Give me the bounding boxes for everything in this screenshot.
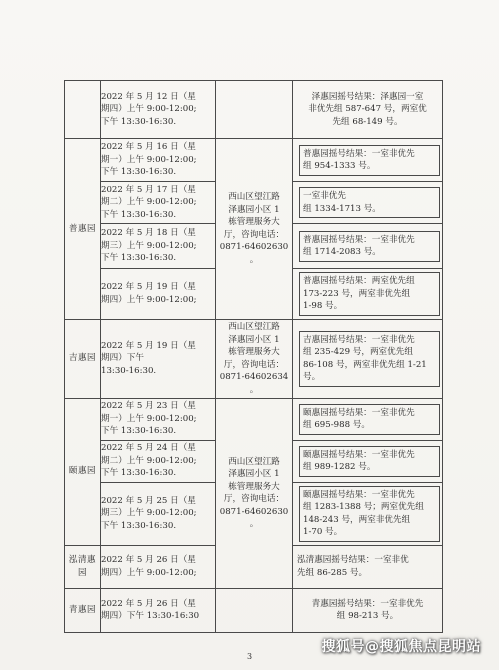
location-cell: 西山区望江路 泽惠园小区 1 栋管理服务大 厅，咨询电话： 0871-64602630 。 (216, 139, 293, 320)
result-cell: 吉惠园摇号结果：一室非优先 组 235-429 号，两室优先组 86-108 号，两室非优先组 1-21 号。 (293, 319, 443, 398)
result-cell: 青惠园摇号结果：一室非优先 组 98-213 号。 (293, 588, 443, 632)
table-row (65, 588, 443, 632)
date-cell: 2022 年 5 月 18 日（星 期三）上午 9:00-12:00; 下午 13:30-16:30. (101, 224, 216, 269)
location-cell: 西山区望江路 泽惠园小区 1 栋管理服务大 厅，咨询电话： 0871-64602634 。 (216, 319, 293, 398)
result-cell: 泽惠园摇号结果：泽惠园一室 非优先组 587-647 号，两室优 先组 68-149 号。 (293, 81, 443, 139)
estate-name-cell: 泓清惠 园 (65, 545, 101, 588)
date-cell: 2022 年 5 月 24 日（星 期二）上午 9:00-12:00; 下午 13:30-16:30. (101, 440, 216, 482)
source-watermark: 搜狐号@搜狐焦点昆明站 (321, 639, 481, 655)
date-cell: 2022 年 5 月 19 日（星 期四）上午 9:00-12:00; (101, 269, 216, 320)
table-row (65, 81, 443, 139)
result-cell: 颐惠园摇号结果：一室非优先 组 1283-1388 号；两室优先组 148-243 号，两室非优先组 1-70 号。 (293, 482, 443, 545)
date-cell: 2022 年 5 月 19 日（星 期四）下午 13:30-16:30. (101, 319, 216, 398)
date-cell: 2022 年 5 月 23 日（星 期一）上午 9:00-12:00; 下午 13:30-16:30. (101, 398, 216, 440)
result-cell: 泓清惠园摇号结果：一室非优 先组 86-285 号。 (293, 545, 443, 588)
result-cell: 颐惠园摇号结果：一室非优先 组 695-988 号。 (293, 398, 443, 440)
date-cell: 2022 年 5 月 12 日（星 期四）上午 9:00-12:00; 下午 13:30-16:30. (101, 81, 216, 139)
lottery-schedule-table (64, 80, 443, 633)
table-row (65, 319, 443, 398)
location-cell: 西山区望江路 泽惠园小区 1 栋管理服务大 厅，咨询电话： 0871-64602630 。 (216, 398, 293, 588)
date-cell: 2022 年 5 月 16 日（星 期一）上午 9:00-12:00; 下午 13:30-16:30. (101, 139, 216, 182)
estate-name-cell: 青惠园 (65, 588, 101, 632)
date-cell: 2022 年 5 月 26 日（星 期四）上午 9:00-12:00; (101, 545, 216, 588)
estate-name-cell: 吉惠园 (65, 319, 101, 398)
estate-name-cell (65, 81, 101, 139)
result-cell: 普惠园摇号结果：一室非优先 组 1714-2083 号。 (293, 224, 443, 269)
estate-name-cell: 普惠园 (65, 139, 101, 320)
estate-name-cell: 颐惠园 (65, 398, 101, 545)
page-number: 3 (246, 652, 253, 661)
result-cell: 普惠园摇号结果：一室非优先 组 954-1333 号。 (293, 139, 443, 182)
date-cell: 2022 年 5 月 26 日（星 期四）下午 13:30-16:30 (101, 588, 216, 632)
result-cell: 普惠园摇号结果：两室优先组 173-223 号，两室非优先组 1-98 号。 (293, 269, 443, 320)
table-row (65, 398, 443, 440)
result-cell: 颐惠园摇号结果：一室非优先 组 989-1282 号。 (293, 440, 443, 482)
location-cell (216, 588, 293, 632)
table-row (65, 139, 443, 182)
location-cell (216, 81, 293, 139)
result-cell: 一室非优先 组 1334-1713 号。 (293, 182, 443, 224)
date-cell: 2022 年 5 月 25 日（星 期三）上午 9:00-12:00; 下午 13:30-16:30. (101, 482, 216, 545)
date-cell: 2022 年 5 月 17 日（星 期二）上午 9:00-12:00; 下午 13:30-16:30. (101, 182, 216, 224)
